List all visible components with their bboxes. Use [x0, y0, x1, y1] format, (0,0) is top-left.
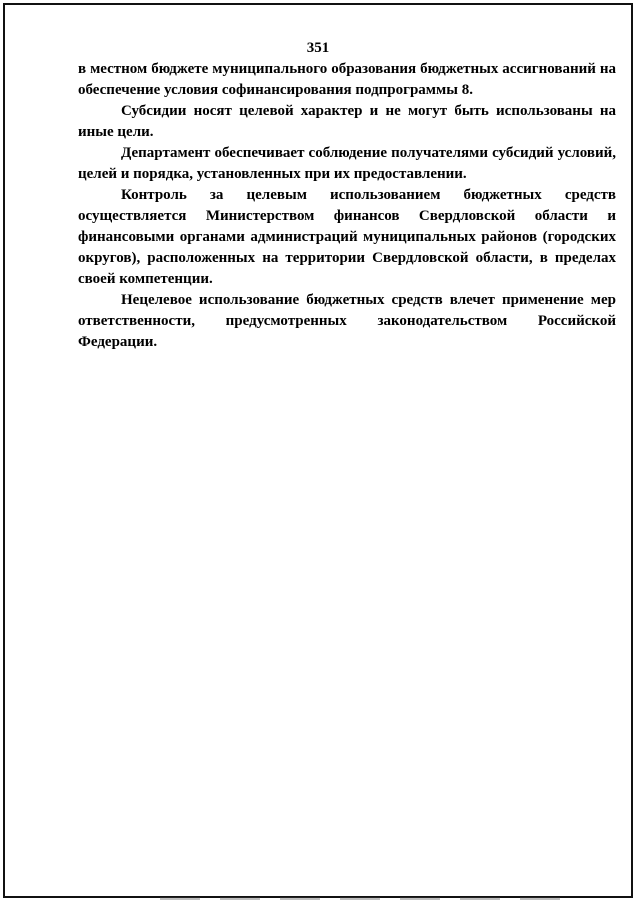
- page-number: 351: [306, 40, 330, 56]
- scan-edge-artifact: [160, 897, 570, 900]
- paragraph-subsidies-purpose: Субсидии носят целевой характер и не могут быть использованы на иные цели.: [78, 103, 616, 140]
- paragraph-misuse-liability: Нецелевое использование бюджетных средств влечет применение мер ответственности, предусмотренных законодательством Российской Федерации.: [78, 292, 616, 350]
- paragraph-control: Контроль за целевым использованием бюджетных средств осуществляется Министерством финансов Свердловской области и финансовыми органами администраций муниципальных районов (городских округов), расположенных на территории Свердловской области, в пределах своей компетенции.: [78, 187, 616, 287]
- paragraph-continuation: в местном бюджете муниципального образования бюджетных ассигнований на обеспечение условия софинансирования подпрограммы 8.: [78, 61, 616, 98]
- page-frame: [3, 3, 633, 898]
- document-body: [78, 59, 616, 353]
- paragraph-department-compliance: Департамент обеспечивает соблюдение получателями субсидий условий, целей и порядка, установленных при их предоставлении.: [78, 145, 616, 182]
